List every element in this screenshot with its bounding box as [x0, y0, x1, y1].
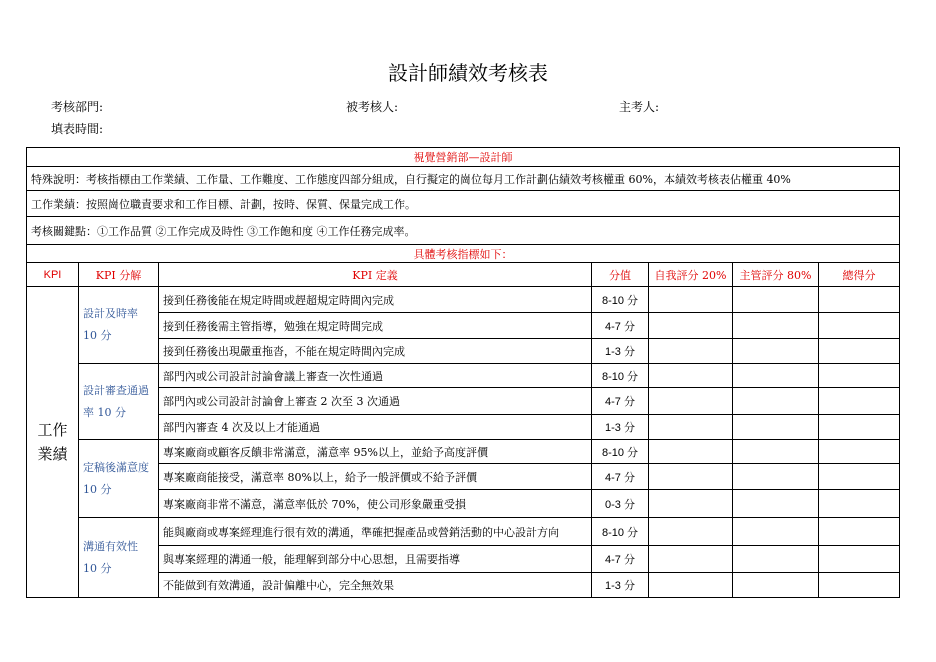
kpi-definition: 部門內審查 4 次及以上才能通過 — [159, 415, 592, 440]
kpi-score: 8-10 分 — [592, 440, 649, 464]
kpi-score: 4-7 分 — [592, 313, 649, 339]
kpi-score: 0-3 分 — [592, 490, 649, 518]
manager-score-cell[interactable] — [733, 313, 819, 339]
note-performance: 工作業績：按照崗位職責要求和工作目標、計劃，按時、保質、保量完成工作。 — [27, 191, 900, 217]
manager-score-cell[interactable] — [733, 364, 819, 388]
kpi-score: 4-7 分 — [592, 388, 649, 415]
kpi-score: 1-3 分 — [592, 415, 649, 440]
kpi-definition: 接到任務後能在規定時間或趕超規定時間內完成 — [159, 287, 592, 313]
kpi-score: 8-10 分 — [592, 287, 649, 313]
header-definition: KPI 定義 — [159, 263, 592, 287]
group-name: 設計及時率 10 分 — [79, 287, 159, 364]
manager-score-cell[interactable] — [733, 440, 819, 464]
examiner-label: 主考人: — [619, 100, 660, 114]
self-score-cell[interactable] — [649, 440, 733, 464]
manager-score-cell[interactable] — [733, 518, 819, 546]
total-score-cell[interactable] — [819, 415, 900, 440]
category-cell: 工作業績 — [27, 287, 79, 598]
manager-score-cell[interactable] — [733, 415, 819, 440]
total-score-cell[interactable] — [819, 388, 900, 415]
dept-label: 考核部門: — [51, 100, 104, 114]
total-score-cell[interactable] — [819, 464, 900, 490]
kpi-definition: 接到任務後出現嚴重拖沓，不能在規定時間內完成 — [159, 339, 592, 364]
manager-score-cell[interactable] — [733, 546, 819, 573]
header-manager-score: 主管評分 80% — [733, 263, 819, 287]
section-title: 視覺營銷部—設計師 — [27, 148, 900, 167]
header-total: 總得分 — [819, 263, 900, 287]
kpi-table — [26, 147, 900, 598]
kpi-definition: 接到任務後需主管指導，勉強在規定時間完成 — [159, 313, 592, 339]
manager-score-cell[interactable] — [733, 339, 819, 364]
kpi-score: 4-7 分 — [592, 464, 649, 490]
self-score-cell[interactable] — [649, 287, 733, 313]
kpi-definition: 不能做到有效溝通，設計偏離中心，完全無效果 — [159, 573, 592, 598]
total-score-cell[interactable] — [819, 287, 900, 313]
manager-score-cell[interactable] — [733, 573, 819, 598]
kpi-definition: 部門內或公司設計討論會議上審查一次性通過 — [159, 364, 592, 388]
total-score-cell[interactable] — [819, 518, 900, 546]
kpi-definition: 專案廠商或顧客反饋非常滿意，滿意率 95%以上，並給予高度評價 — [159, 440, 592, 464]
self-score-cell[interactable] — [649, 313, 733, 339]
kpi-score: 8-10 分 — [592, 364, 649, 388]
self-score-cell[interactable] — [649, 364, 733, 388]
header-kpi: KPI — [27, 263, 79, 287]
manager-score-cell[interactable] — [733, 490, 819, 518]
total-score-cell[interactable] — [819, 339, 900, 364]
group-name: 定稿後滿意度 10 分 — [79, 440, 159, 518]
header-score: 分值 — [592, 263, 649, 287]
page-title: 設計師績效考核表 — [388, 61, 548, 85]
self-score-cell[interactable] — [649, 388, 733, 415]
note-key-points: 考核關鍵點：①工作品質 ②工作完成及時性 ③工作飽和度 ④工作任務完成率。 — [27, 217, 900, 245]
self-score-cell[interactable] — [649, 490, 733, 518]
note-special: 特殊說明：考核指標由工作業績、工作量、工作難度、工作態度四部分組成，自行擬定的崗位每月工作計劃佔績效考核權重 60%，本績效考核表佔權重 40% — [27, 167, 900, 191]
manager-score-cell[interactable] — [733, 464, 819, 490]
subheading: 具體考核指標如下： — [27, 245, 900, 263]
kpi-definition: 部門內或公司設計討論會上審查 2 次至 3 次通過 — [159, 388, 592, 415]
total-score-cell[interactable] — [819, 573, 900, 598]
kpi-definition: 能與廠商或專案經理進行很有效的溝通，準確把握產品或營銷活動的中心設計方向 — [159, 518, 592, 546]
kpi-score: 1-3 分 — [592, 339, 649, 364]
self-score-cell[interactable] — [649, 573, 733, 598]
total-score-cell[interactable] — [819, 364, 900, 388]
examinee-label: 被考核人: — [346, 100, 399, 114]
total-score-cell[interactable] — [819, 440, 900, 464]
group-name: 溝通有效性 10 分 — [79, 518, 159, 598]
manager-score-cell[interactable] — [733, 287, 819, 313]
total-score-cell[interactable] — [819, 546, 900, 573]
kpi-definition: 專案廠商能接受，滿意率 80%以上，給予一般評價或不給予評價 — [159, 464, 592, 490]
kpi-score: 4-7 分 — [592, 546, 649, 573]
manager-score-cell[interactable] — [733, 388, 819, 415]
group-name: 設計審查通過率 10 分 — [79, 364, 159, 440]
kpi-score: 8-10 分 — [592, 518, 649, 546]
self-score-cell[interactable] — [649, 518, 733, 546]
kpi-definition: 與專案經理的溝通一般，能理解到部分中心思想，且需要指導 — [159, 546, 592, 573]
self-score-cell[interactable] — [649, 415, 733, 440]
header-self-score: 自我評分 20% — [649, 263, 733, 287]
total-score-cell[interactable] — [819, 313, 900, 339]
kpi-definition: 專案廠商非常不滿意，滿意率低於 70%，使公司形象嚴重受損 — [159, 490, 592, 518]
header-breakdown: KPI 分解 — [79, 263, 159, 287]
kpi-score: 1-3 分 — [592, 573, 649, 598]
self-score-cell[interactable] — [649, 546, 733, 573]
total-score-cell[interactable] — [819, 490, 900, 518]
self-score-cell[interactable] — [649, 339, 733, 364]
date-label: 填表時間: — [51, 122, 104, 136]
self-score-cell[interactable] — [649, 464, 733, 490]
